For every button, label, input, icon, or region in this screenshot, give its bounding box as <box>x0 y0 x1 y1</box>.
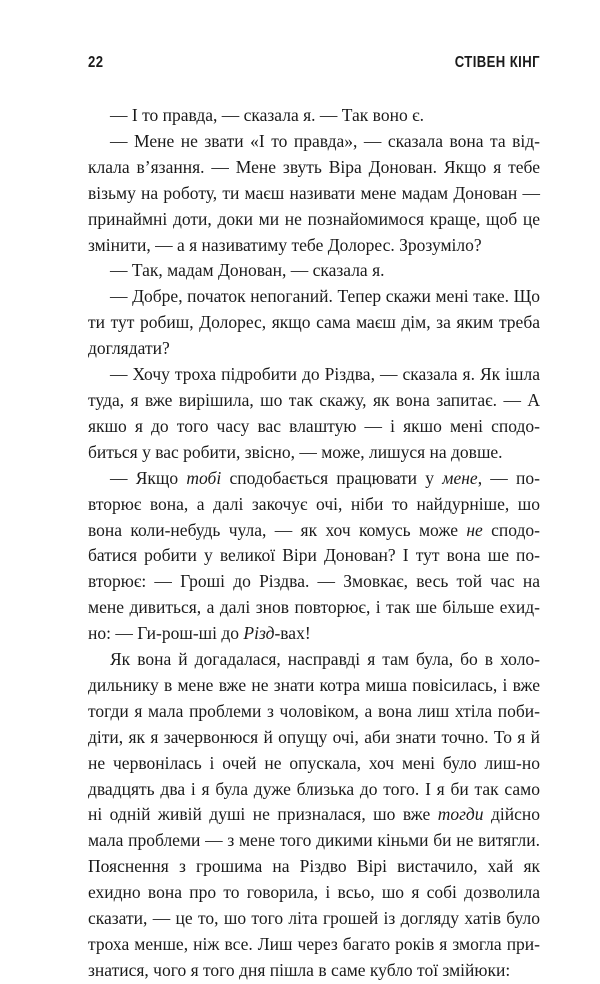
paragraph: — І то правда, — сказала я. — Так воно є. <box>110 105 424 125</box>
paragraph: — Мене не звати «І то правда», — сказала вона та відклала в’язання. — Мене звуть Віра Донован. Якщо я тебе візьму на роботу, ти маєш називати мене мадам Донован — принаймні доти, доки ми не познайомимося краще, щоб це змінити, — а я називатиму тебе Долорес. Зрозуміло? <box>88 130 540 255</box>
running-head-author: СТІВЕН КІНГ <box>454 54 540 71</box>
page-number: 22 <box>88 54 104 71</box>
paragraph: — Добре, початок непоганий. Тепер скажи мені таке. Що ти тут робиш, Долорес, якщо сама маєш дім, за яким треба доглядати? <box>88 286 540 359</box>
paragraph: Як вона й догадалася, насправді я там була, бо в холодильнику в мене вже не знати котра миша повісилась, і вже тогди я мала проблеми з чоловіком, а вона лиш хтіла побидіти, як я зачервонюся й опущу очі, аби знати точно. То я й не червонілась і очей не опускала, хоч мені було лиш-но двадцять два і я була дуже близька до того. І я би так само ні одній живій душі не призналася, шо вже тогди дійсно мала проблеми — з мене того дикими кіньми би не витягли. Пояснення з грошима на Різдво Вірі вистачило, хай як ехидно вона про то говорила, і всьо, шо я собі дозволила сказати, — це то, шо того літа грошей із догляду хатів було троха менше, ніж все. Лиш через багато років я змогла признатися, чого я того дня пішла в саме кубло тої змійюки: <box>88 649 541 980</box>
page-header <box>88 54 540 76</box>
paragraph: — Хочу троха підробити до Різдва, — сказала я. Як ішла туда, я вже вирішила, шо так скажу, як вона запитає. — А якшо я до того часу вас влаштую — і якшо мені сподобиться у вас робити, звісно, — може, лишуся на довше. <box>88 364 540 462</box>
body-text <box>88 103 540 984</box>
paragraph: — Якщо тобі сподобається працювати у мене, — повторює вона, а далі закочує очі, ніби то найдурніше, шо вона коли-небудь чула, — як хоч комусь може не сподобатися робити у великої Віри Донован? І тут вона ше повторює: — Гроші до Різдва. — Змовкає, весь той час на мене дивиться, а далі знов повторює, і так ше більше ехидно: — Ги-рош-ші до Різд-вах! <box>88 467 540 644</box>
paragraph: — Так, мадам Донован, — сказала я. <box>110 260 385 281</box>
